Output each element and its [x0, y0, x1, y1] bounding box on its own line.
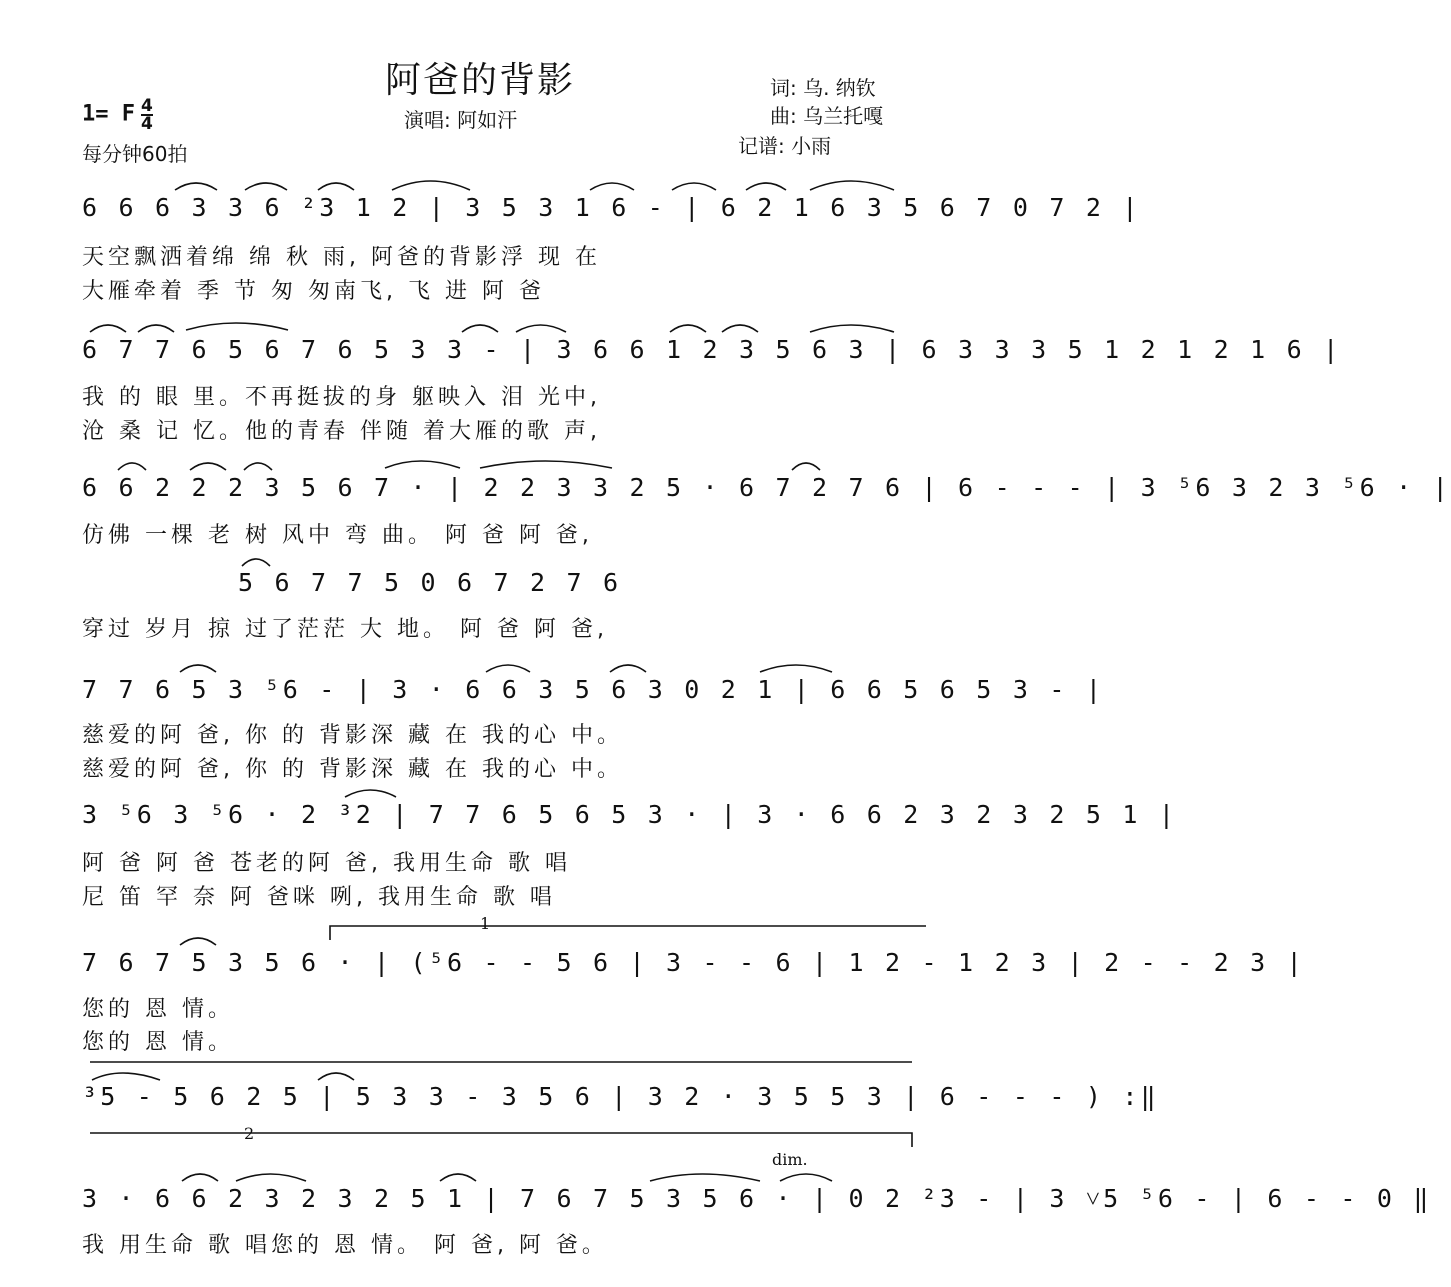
lyricist: 词: 乌. 纳钦 — [770, 76, 876, 100]
key-prefix: 1= F — [82, 101, 135, 127]
slur — [516, 325, 566, 332]
lyric-line-1a: 天空飘洒着绵 绵 秋 雨, 阿爸的背影浮 现 在 — [82, 245, 601, 270]
slur — [610, 665, 646, 672]
slur — [345, 790, 396, 797]
slur — [90, 325, 126, 332]
slur — [650, 1174, 760, 1181]
slur — [462, 325, 498, 332]
notation-line-3: 6 6 2 2 2 3 5 6 7 · | 2 2 3 3 2 5 · 6 7 2 7 6 | 6 - - - | 3 ⁵6 3 2 3 ⁵6 · | — [82, 473, 1451, 502]
time-top: 4 — [140, 96, 153, 116]
slur — [746, 183, 786, 190]
notation-line-7: ³5 - 5 6 2 5 | 5 3 3 - 3 5 6 | 3 2 · 3 5 5 3 | 6 - - - ) :‖ — [82, 1082, 1159, 1111]
dynamic-mark: dim. — [772, 1150, 808, 1169]
slur — [182, 1174, 218, 1181]
time-bottom: 4 — [140, 114, 153, 134]
slur — [810, 181, 894, 190]
slur — [792, 463, 820, 470]
slur — [138, 325, 174, 332]
composer: 曲: 乌兰托嘎 — [770, 104, 884, 128]
lyric-line-3-alt: 穿过 岁月 掠 过了茫茫 大 地。 阿 爸 阿 爸, — [82, 617, 608, 642]
lyric-line-6a: 您的 恩 情。 — [82, 997, 234, 1022]
slur — [590, 183, 634, 190]
notation-line-6: 7 6 7 5 3 5 6 · | (⁵6 - - 5 6 | 3 - - 6 | 1 2 - 1 2 3 | 2 - - 2 3 | — [82, 948, 1305, 977]
lyric-line-6b: 您的 恩 情。 — [82, 1030, 234, 1055]
lyric-line-2b: 沧 桑 记 忆。他的青春 伴随 着大雁的歌 声, — [82, 419, 601, 444]
notation-line-4: 7 7 6 5 3 ⁵6 - | 3 · 6 6 3 5 6 3 0 2 1 | 6 6 5 6 5 3 - | — [82, 675, 1105, 704]
lyric-line-8: 我 用生命 歌 唱您的 恩 情。 阿 爸, 阿 爸。 — [82, 1233, 608, 1258]
singer: 演唱: 阿如汗 — [404, 108, 518, 132]
volta-2-label: 2 — [244, 1124, 255, 1143]
slur — [186, 323, 288, 330]
volta-1-bracket — [330, 926, 926, 940]
slur — [92, 1073, 160, 1080]
slur — [245, 183, 287, 190]
slur — [810, 325, 894, 332]
slur — [780, 1174, 832, 1181]
slur — [670, 325, 706, 332]
slur — [118, 463, 146, 470]
notation-line-1: 6 6 6 3 3 6 ²3 1 2 | 3 5 3 1 6 - | 6 2 1 6 3 5 6 7 0 7 2 | — [82, 193, 1141, 222]
lyric-line-4a: 慈爱的阿 爸, 你 的 背影深 藏 在 我的心 中。 — [82, 723, 623, 748]
lyric-line-2a: 我 的 眼 里。不再挺拔的身 躯映入 泪 光中, — [82, 385, 601, 410]
slur — [480, 461, 612, 468]
volta-1-label: 1 — [480, 914, 491, 933]
volta-2-bracket — [90, 1133, 912, 1147]
notation-by: 记谱: 小雨 — [738, 134, 832, 158]
lyric-line-3: 仿佛 一棵 老 树 风中 弯 曲。 阿 爸 阿 爸, — [82, 523, 593, 548]
tempo: 每分钟60拍 — [82, 142, 188, 166]
notation-line-5: 3 ⁵6 3 ⁵6 · 2 ³2 | 7 7 6 5 6 5 3 · | 3 · 6 6 2 3 2 3 2 5 1 | — [82, 800, 1178, 829]
notation-line-3-alt: 5 6 7 7 5 0 6 7 2 7 6 — [238, 568, 622, 597]
slur — [242, 559, 270, 566]
slur — [318, 183, 354, 190]
lyric-line-5a: 阿 爸 阿 爸 苍老的阿 爸, 我用生命 歌 唱 — [82, 851, 571, 876]
lyric-line-5b: 尼 笛 罕 奈 阿 爸咪 咧, 我用生命 歌 唱 — [82, 885, 556, 910]
song-title: 阿爸的背影 — [384, 60, 575, 101]
slur — [672, 183, 716, 190]
lyric-line-1b: 大雁牵着 季 节 匆 匆南飞, 飞 进 阿 爸 — [82, 279, 545, 304]
slur — [722, 325, 758, 332]
slur — [180, 665, 216, 672]
slur — [385, 461, 460, 468]
slur — [180, 938, 216, 945]
slur — [190, 463, 226, 470]
slur — [392, 181, 470, 190]
lyric-line-4b: 慈爱的阿 爸, 你 的 背影深 藏 在 我的心 中。 — [82, 757, 623, 782]
notation-line-2: 6 7 7 6 5 6 7 6 5 3 3 - | 3 6 6 1 2 3 5 6 3 | 6 3 3 3 5 1 2 1 2 1 6 | — [82, 335, 1342, 364]
notation-line-8: 3 · 6 6 2 3 2 3 2 5 1 | 7 6 7 5 3 5 6 · | 0 2 ²3 - | 3 ˅5 ⁵6 - | 6 - - 0 ‖ — [82, 1184, 1432, 1213]
slur — [236, 1174, 306, 1181]
slur — [244, 463, 272, 470]
slur — [486, 665, 530, 672]
slur — [175, 183, 217, 190]
slur — [440, 1174, 476, 1181]
slur — [760, 665, 832, 672]
slur — [318, 1073, 354, 1080]
